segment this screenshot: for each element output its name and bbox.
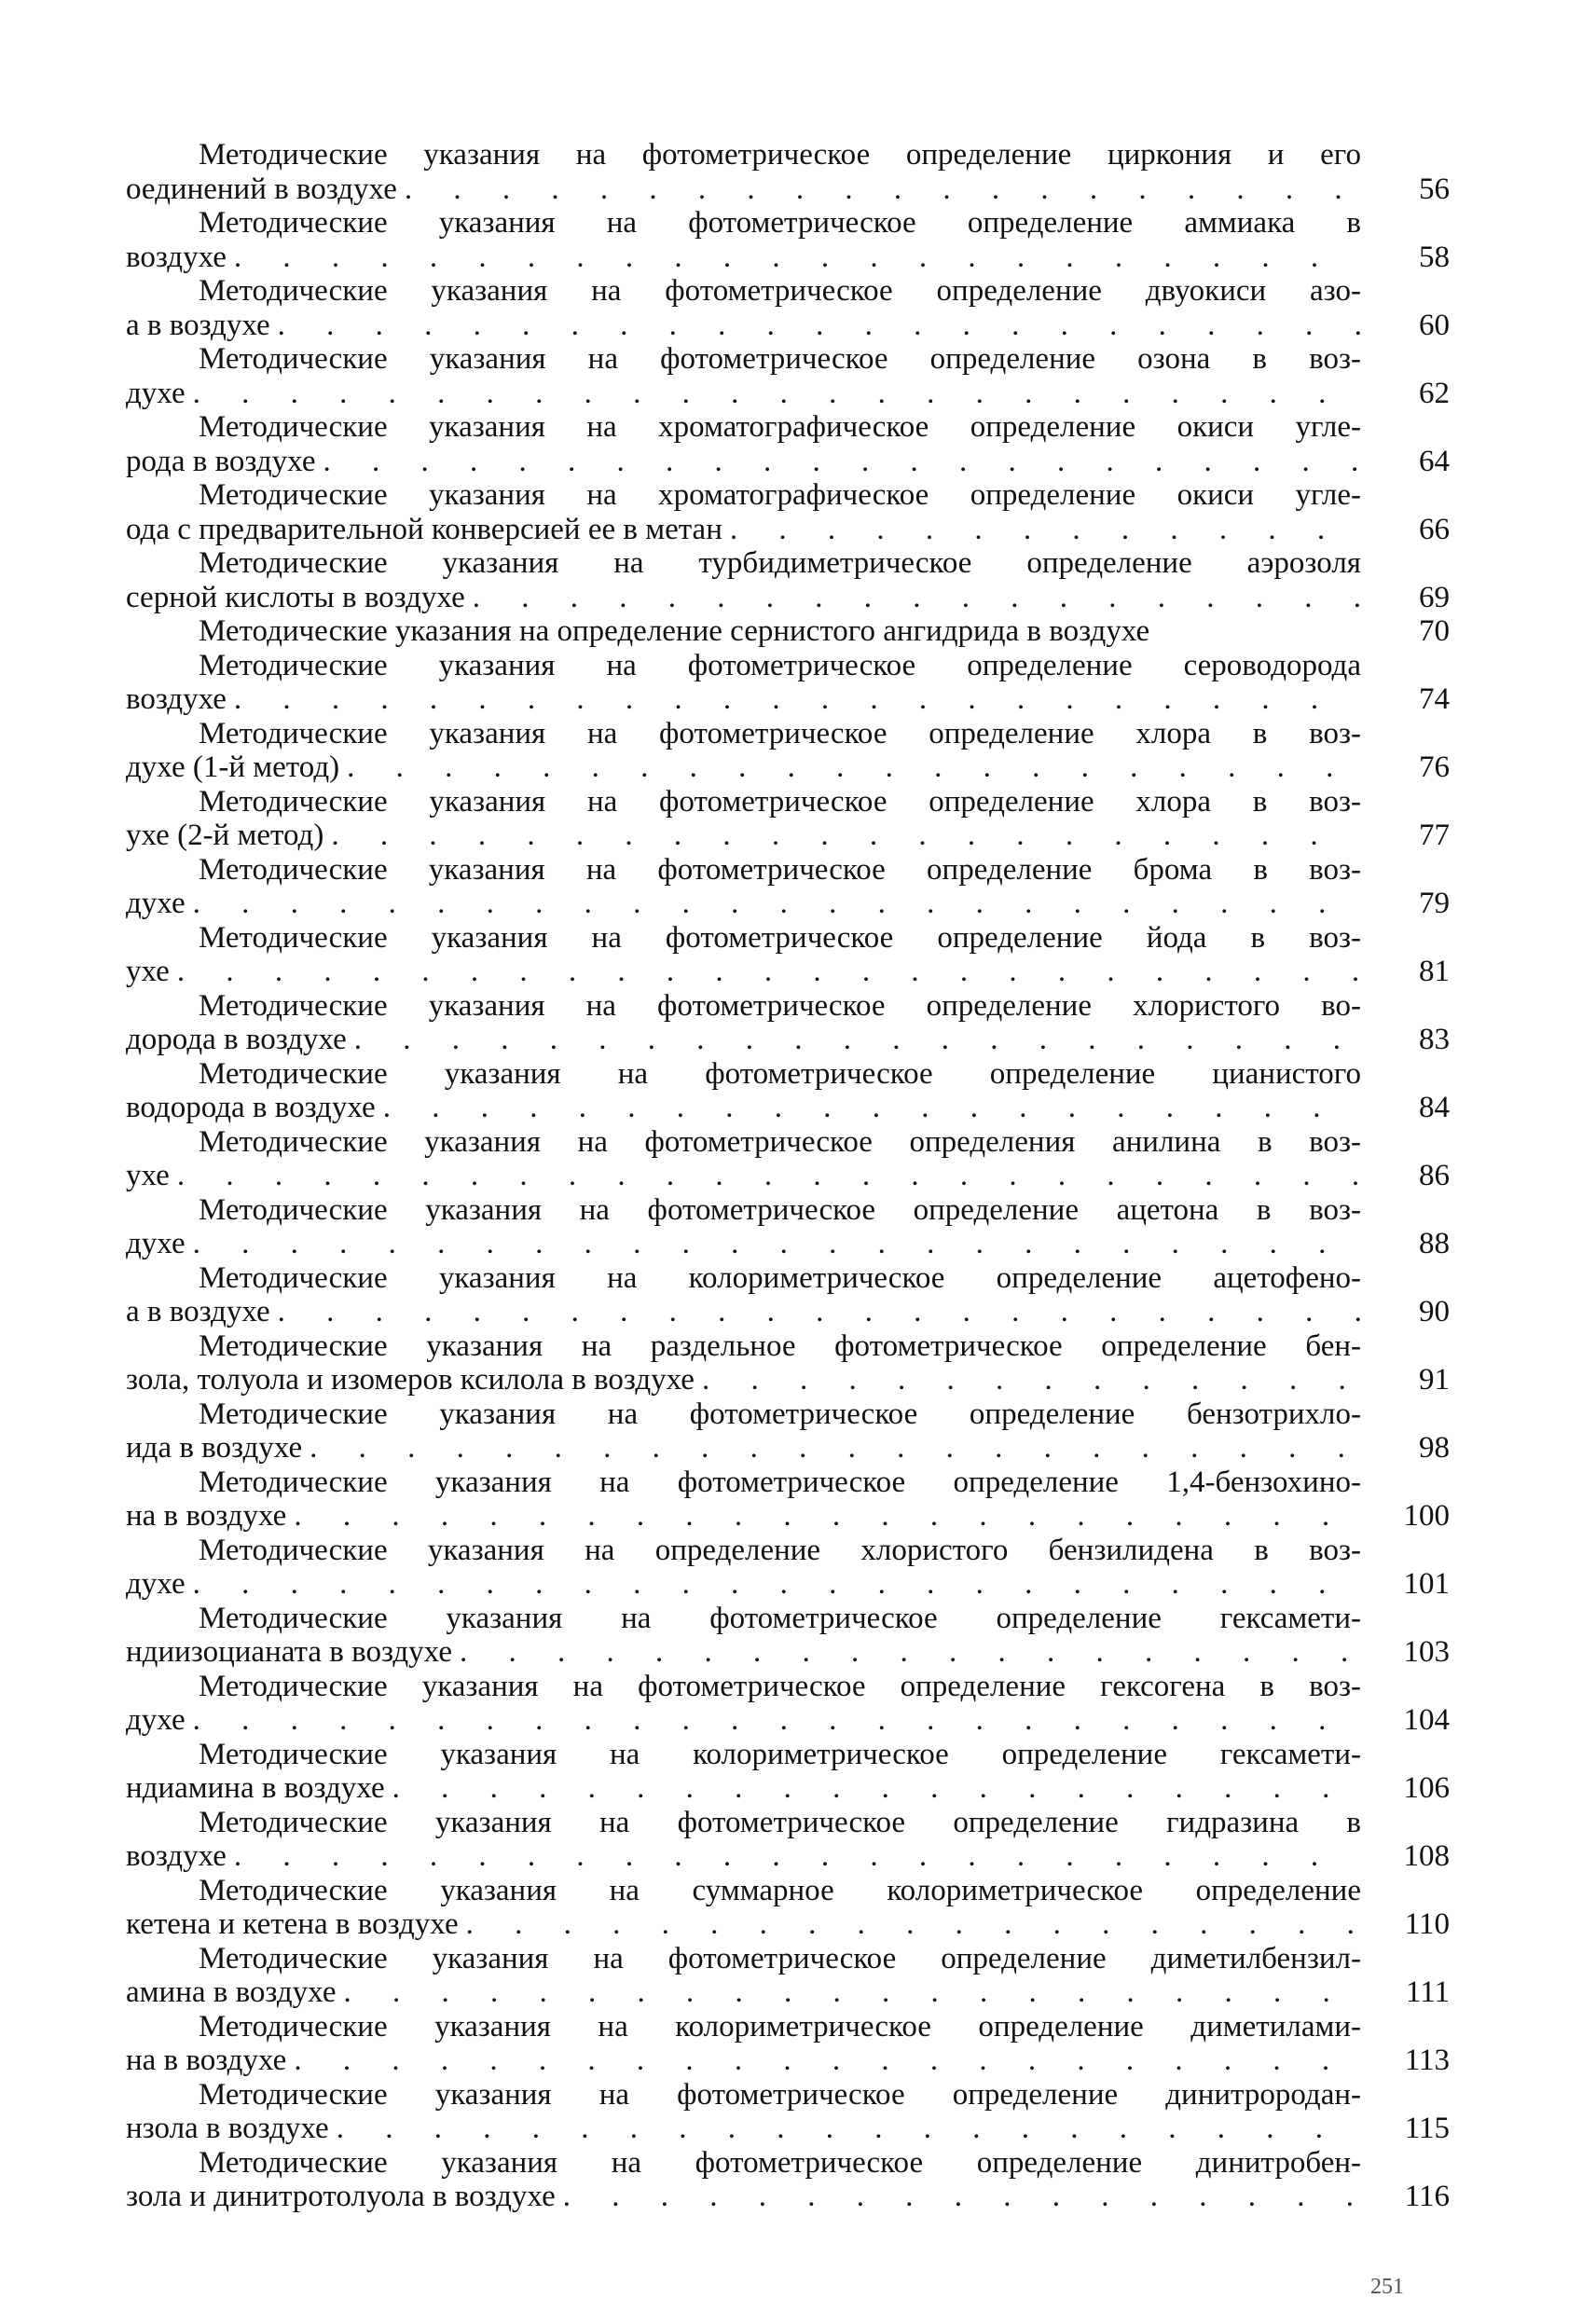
toc-entry-title-line: Методические указания на хроматографическое определение окиси угле- (199, 478, 1361, 512)
dot-leader (234, 241, 1361, 275)
dot-leader (193, 1703, 1361, 1738)
toc-entry-continuation (126, 1771, 1361, 1806)
dot-leader (337, 2112, 1361, 2146)
toc-entry-continuation (126, 1975, 1361, 2010)
toc-entry-page-number: 116 (1404, 2180, 1450, 2213)
toc-entry-title-end: духе (126, 376, 186, 410)
dot-leader (310, 1431, 1361, 1466)
toc-entry (126, 1193, 1450, 1261)
toc-entry-title-line: Методические указания на фотометрическое определение динитробен- (199, 2145, 1361, 2180)
toc-entry-continuation (126, 2180, 1361, 2214)
toc-entry-continuation (126, 682, 1361, 717)
toc-entry-continuation (126, 445, 1361, 479)
toc-entry-title-line: Методические указания на фотометрическое определение гексогена в воз- (199, 1669, 1361, 1703)
toc-entry (126, 1057, 1450, 1125)
toc-entry (126, 1670, 1450, 1738)
toc-entry-title-line: Методические указания на фотометрическое определения анилина в воз- (199, 1124, 1361, 1159)
toc-entry (126, 1397, 1450, 1466)
toc-entry-continuation (126, 1363, 1361, 1397)
toc-entry-title-end: ухе (126, 955, 170, 988)
table-of-contents (126, 138, 1450, 2214)
toc-entry-continuation (126, 581, 1361, 615)
toc-entry-title-end: а в воздухе (126, 308, 270, 342)
toc-entry-title-end: на в воздухе (126, 2044, 287, 2077)
toc-entry-title-end: дорода в воздухе (126, 1023, 347, 1056)
toc-entry-page-number: 62 (1419, 376, 1450, 410)
toc-entry (126, 649, 1450, 717)
toc-entry-page-number: 88 (1419, 1227, 1450, 1260)
dot-leader (460, 1635, 1361, 1670)
toc-entry-page-number: 58 (1419, 240, 1450, 274)
toc-entry-continuation (126, 1023, 1361, 1057)
toc-entry-title-line: Методические указания на фотометрическое определение сероводорода (199, 648, 1361, 682)
toc-entry-title-line: Методические указания на фотометрическое определение цианистого (199, 1056, 1361, 1091)
toc-entry-title-end: кетена и кетена в воздухе (126, 1907, 459, 1941)
toc-entry-title-line: Методические указания на фотометрическое определение хлора в воз- (199, 784, 1361, 819)
toc-entry-continuation (126, 1227, 1361, 1261)
toc-entry-title-end: ндиамина в воздухе (126, 1771, 385, 1805)
toc-entry-page-number: 106 (1403, 1771, 1450, 1805)
toc-entry-page-number: 86 (1419, 1159, 1450, 1192)
toc-entry (126, 410, 1450, 478)
toc-entry-title-line: Методические указания на фотометрическое определение хлора в воз- (199, 716, 1361, 750)
toc-entry-page-number: 76 (1419, 750, 1450, 784)
toc-entry-title-line: Методические указания на фотометрическое определение динитрородан- (199, 2077, 1361, 2112)
dot-leader (347, 750, 1361, 785)
toc-entry (126, 546, 1450, 614)
toc-entry-page-number: 103 (1403, 1635, 1450, 1669)
toc-entry (126, 1942, 1450, 2010)
toc-entry-title-end: зола, толуола и изомеров ксилола в воздухе (126, 1363, 695, 1397)
toc-entry (126, 138, 1450, 206)
toc-entry-title-end: духе (1-й метод) (126, 750, 340, 784)
dot-leader (473, 581, 1361, 615)
toc-entry-continuation (126, 1499, 1361, 1534)
toc-page (126, 138, 1450, 2282)
dot-leader (354, 1023, 1361, 1057)
dot-leader (331, 819, 1361, 853)
toc-entry (126, 614, 1450, 649)
toc-entry (126, 1466, 1450, 1534)
toc-entry-page-number: 110 (1404, 1907, 1450, 1941)
dot-leader (405, 172, 1361, 207)
toc-entry-page-number: 115 (1404, 2112, 1450, 2145)
dot-leader (193, 377, 1361, 411)
dot-leader (563, 2180, 1361, 2214)
toc-entry-title-line: Методические указания на колориметрическое определение ацетофено- (199, 1260, 1361, 1295)
toc-entry-continuation (126, 955, 1361, 989)
toc-entry-page-number: 69 (1419, 580, 1450, 614)
toc-entry-title-line: Методические указания на фотометрическое определение двуокиси азо- (199, 274, 1361, 308)
toc-entry (126, 1806, 1450, 1874)
dot-leader (193, 887, 1361, 921)
toc-entry (126, 1125, 1450, 1193)
toc-entry-continuation (126, 513, 1361, 547)
toc-entry-page-number: 84 (1419, 1091, 1450, 1124)
toc-entry-title-end: нзола в воздухе (126, 2112, 329, 2145)
toc-entry-title-line: Методические указания на турбидиметрическое определение аэрозоля (199, 546, 1361, 580)
toc-entry-page-number: 74 (1419, 682, 1450, 716)
toc-entry-page-number: 56 (1419, 172, 1450, 206)
toc-entry-title-line: Методические указания на фотометрическое определение гексамети- (199, 1601, 1361, 1635)
toc-entry-title-end: ухе (126, 1159, 170, 1192)
toc-entry-continuation (126, 1431, 1361, 1466)
dot-leader (278, 1295, 1361, 1329)
dot-leader (466, 1907, 1361, 1942)
dot-leader (193, 1227, 1361, 1261)
toc-entry-continuation (126, 750, 1361, 785)
toc-entry (126, 2078, 1450, 2146)
toc-entry-title-end: амина в воздухе (126, 1975, 337, 2009)
dot-leader (383, 1091, 1361, 1125)
toc-entry-title-line: Методические указания на фотометрическое определение диметилбензил- (199, 1941, 1361, 1975)
toc-entry-page-number: 101 (1403, 1567, 1450, 1601)
toc-entry (126, 1602, 1450, 1670)
toc-entry-continuation (126, 819, 1361, 853)
toc-entry (126, 1329, 1450, 1397)
toc-entry-title-end: воздухе (126, 240, 227, 274)
toc-entry-page-number: 98 (1419, 1431, 1450, 1465)
toc-entry (126, 785, 1450, 853)
dot-leader (730, 513, 1361, 547)
toc-entry-continuation (126, 377, 1361, 411)
toc-entry (126, 274, 1450, 342)
toc-entry-title-line: Методические указания на фотометрическое определение йода в воз- (199, 920, 1361, 955)
toc-entry-continuation (126, 1907, 1361, 1942)
toc-entry-title-end: ухе (2-й метод) (126, 819, 324, 852)
toc-entry-title-end: а в воздухе (126, 1295, 270, 1328)
toc-entry-title-line: Методические указания на фотометрическое определение циркония и его (199, 138, 1361, 172)
toc-entry-page-number: 66 (1419, 512, 1450, 546)
dot-leader (344, 1975, 1362, 2010)
toc-entry-continuation (126, 241, 1361, 275)
toc-entry-title-end: рода в воздухе (126, 444, 316, 478)
toc-entry-title-end: воздухе (126, 682, 227, 716)
toc-entry-page-number: 79 (1419, 887, 1450, 920)
toc-entry (126, 989, 1450, 1057)
toc-entry (126, 478, 1450, 546)
dot-leader (294, 2044, 1361, 2078)
toc-entry-title-line: Методические указания на определение сернистого ангидрида в воздухе (199, 614, 1150, 648)
toc-entry-title-line: Методические указания на фотометрическое определение бензотрихло- (199, 1397, 1361, 1431)
dot-leader (278, 309, 1361, 343)
toc-entry-title-end: ида в воздухе (126, 1431, 303, 1465)
toc-entry-page-number: 111 (1405, 1975, 1450, 2009)
toc-entry-title-line: Методические указания на суммарное колориметрическое определение (199, 1873, 1361, 1907)
toc-entry-title-end: ндиизоцианата в воздухе (126, 1635, 452, 1669)
dot-leader (234, 1839, 1361, 1874)
toc-entry-title-end: оединений в воздухе (126, 172, 397, 206)
toc-entry-title-end: на в воздухе (126, 1499, 287, 1533)
toc-entry-title-end: ода с предварительной конверсией ее в метан (126, 512, 722, 546)
toc-entry-page-number: 100 (1403, 1499, 1450, 1533)
toc-entry-title-end: водорода в воздухе (126, 1091, 376, 1124)
page-number: 251 (1370, 2275, 1404, 2299)
toc-entry-title-line: Методические указания на хроматографическое определение окиси угле- (199, 410, 1361, 444)
toc-entry-page-number: 60 (1419, 308, 1450, 342)
toc-entry-continuation (126, 309, 1361, 343)
toc-entry (126, 1534, 1450, 1602)
toc-entry-page-number: 113 (1404, 2044, 1450, 2077)
toc-entry-title-end: духе (126, 1703, 186, 1737)
toc-entry-continuation (126, 1295, 1361, 1329)
toc-entry-continuation (126, 887, 1361, 921)
toc-entry-title-end: зола и динитротолуола в воздухе (126, 2180, 556, 2213)
toc-entry (126, 206, 1450, 274)
toc-entry-title-line: Методические указания на колориметрическое определение диметилами- (199, 2009, 1361, 2044)
dot-leader (177, 1159, 1361, 1193)
toc-entry-page-number: 83 (1419, 1023, 1450, 1056)
toc-entry-title-line: Методические указания на колориметрическое определение гексамети- (199, 1737, 1361, 1771)
toc-entry-title-end: серной кислоты в воздухе (126, 580, 465, 614)
toc-entry-title-line: Методические указания на фотометрическое определение хлористого во- (199, 988, 1361, 1023)
toc-entry-continuation (126, 1159, 1361, 1193)
dot-leader (294, 1499, 1361, 1534)
toc-entry-title-end: духе (126, 1227, 186, 1260)
toc-entry-page-number: 64 (1419, 444, 1450, 478)
toc-entry-title-line: Методические указания на определение хлористого бензилидена в воз- (199, 1533, 1361, 1567)
toc-entry-continuation (126, 172, 1361, 207)
toc-entry-title-end: духе (126, 887, 186, 920)
toc-entry-title-end: воздухе (126, 1839, 227, 1873)
toc-entry-continuation (126, 2112, 1361, 2146)
toc-entry-continuation (126, 1839, 1361, 1874)
toc-entry-page-number: 90 (1419, 1295, 1450, 1328)
toc-entry-page-number: 77 (1419, 819, 1450, 852)
dot-leader (702, 1363, 1361, 1397)
toc-entry-page-number: 104 (1403, 1703, 1450, 1737)
toc-entry-page-number: 91 (1419, 1363, 1450, 1397)
toc-entry-title-line: Методические указания на фотометрическое определение брома в воз- (199, 852, 1361, 887)
toc-entry-page-number: 108 (1403, 1839, 1450, 1873)
toc-entry (126, 1874, 1450, 1942)
toc-entry-title-line: Методические указания на фотометрическое определение озона в воз- (199, 342, 1361, 376)
toc-entry-continuation (126, 2044, 1361, 2078)
dot-leader (177, 955, 1361, 989)
toc-entry-page-number: 81 (1419, 955, 1450, 988)
toc-entry-title-line: Методические указания на фотометрическое определение ацетона в воз- (199, 1192, 1361, 1227)
toc-entry (126, 342, 1450, 410)
toc-entry-title-line: Методические указания на фотометрическое определение гидразина в (199, 1805, 1361, 1839)
toc-entry-continuation (126, 1635, 1361, 1670)
dot-leader (234, 682, 1361, 717)
dot-leader (392, 1771, 1361, 1806)
toc-entry (126, 1261, 1450, 1329)
toc-entry (126, 717, 1450, 785)
toc-entry-title-line: Методические указания на фотометрическое определение аммиака в (199, 206, 1361, 240)
toc-entry-continuation (126, 1091, 1361, 1125)
toc-entry-title-line: Методические указания на раздельное фотометрическое определение бен- (199, 1328, 1361, 1363)
toc-entry-title-line: Методические указания на фотометрическое определение 1,4-бензохино- (199, 1465, 1361, 1499)
toc-entry (126, 2146, 1450, 2214)
toc-entry-title-end: духе (126, 1567, 186, 1601)
dot-leader (323, 445, 1361, 479)
toc-entry-continuation (126, 1567, 1361, 1602)
toc-entry-continuation (126, 1703, 1361, 1738)
toc-entry (126, 853, 1450, 921)
toc-entry (126, 921, 1450, 989)
dot-leader (193, 1567, 1361, 1602)
toc-entry-page-number: 70 (1419, 614, 1450, 648)
toc-entry (126, 2010, 1450, 2078)
toc-entry (126, 1738, 1450, 1806)
